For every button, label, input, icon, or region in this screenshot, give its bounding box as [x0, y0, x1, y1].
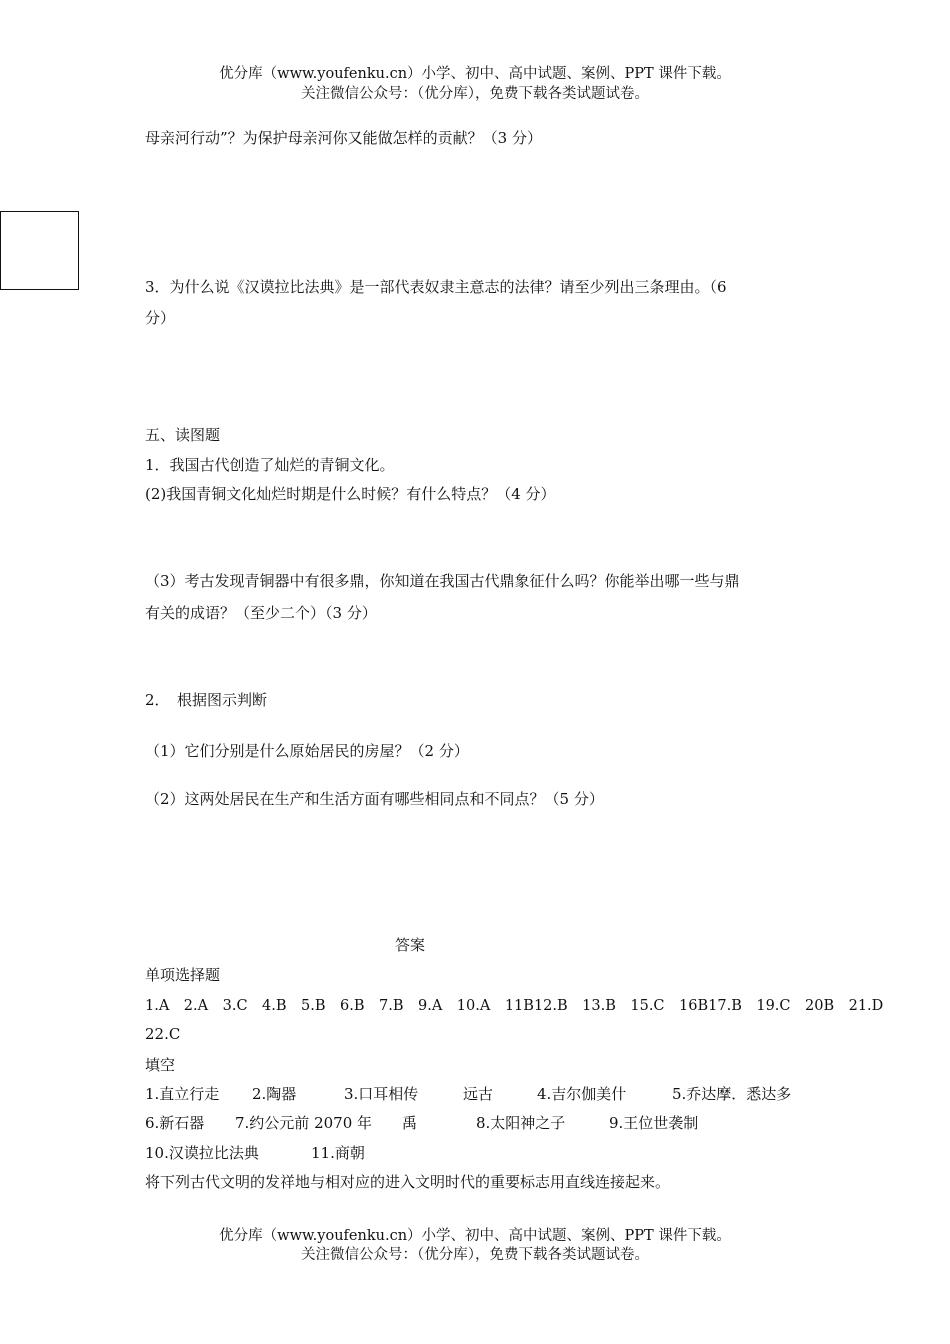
fill-answer: 10.汉谟拉比法典	[145, 1144, 259, 1162]
fill-answer: 禹	[402, 1114, 418, 1132]
fill-answer: 3.口耳相传	[344, 1085, 419, 1103]
single-choice-answers-line-2: 22.C	[145, 1025, 181, 1043]
section-5-title: 五、读图题	[145, 426, 221, 444]
section-5-question-1-3-line-1: （3）考古发现青铜器中有很多鼎，你知道在我国古代鼎象征什么吗？你能举出哪一些与鼎	[145, 572, 740, 590]
fill-answer: 7.约公元前 2070 年	[235, 1114, 373, 1132]
footer-line-1: 优分库（www.youfenku.cn）小学、初中、高中试题、案例、PPT 课件下载。	[219, 1228, 731, 1244]
fill-answer: 1.直立行走	[145, 1085, 220, 1103]
section-5-question-1-2: (2)我国青铜文化灿烂时期是什么时候？有什么特点？（4 分）	[145, 485, 556, 503]
section-5-question-2-2: （2）这两处居民在生产和生活方面有哪些相同点和不同点？（5 分）	[145, 790, 604, 808]
fill-answer: 5.乔达摩．悉达多	[672, 1085, 792, 1103]
fill-answer: 远古	[463, 1085, 494, 1103]
fill-answer: 4.吉尔伽美什	[537, 1085, 627, 1103]
question-3-line-2: 分）	[145, 309, 176, 327]
fill-answer: 6.新石器	[145, 1114, 205, 1132]
section-5-question-1-3-line-2: 有关的成语？（至少二个）（3 分）	[145, 604, 377, 622]
fill-answer: 11.商朝	[311, 1144, 365, 1162]
footer-line-2: 关注微信公众号：（优分库），免费下载各类试题试卷。	[301, 1247, 649, 1263]
question-continuation: 母亲河行动”？为保护母亲河你又能做怎样的贡献？（3 分）	[145, 129, 542, 147]
section-5-question-2-1: （1）它们分别是什么原始居民的房屋？（2 分）	[145, 742, 469, 760]
header-line-1: 优分库（www.youfenku.cn）小学、初中、高中试题、案例、PPT 课件下载。	[219, 66, 731, 82]
matching-instruction: 将下列古代文明的发祥地与相对应的进入文明时代的重要标志用直线连接起来。	[145, 1173, 671, 1191]
score-box	[0, 211, 79, 290]
fill-answer: 8.太阳神之子	[476, 1114, 566, 1132]
header-line-2: 关注微信公众号：（优分库），免费下载各类试题试卷。	[301, 86, 649, 102]
answers-title: 答案	[395, 936, 426, 954]
fill-in-label: 填空	[145, 1056, 176, 1074]
section-5-question-1: 1．我国古代创造了灿烂的青铜文化。	[145, 456, 395, 474]
section-5-question-2: 2． 根据图示判断	[145, 691, 268, 709]
fill-answer: 9.王位世袭制	[609, 1114, 699, 1132]
single-choice-answers-line-1: 1.A 2.A 3.C 4.B 5.B 6.B 7.B 9.A 10.A 11B12.B 13.B 15.C 16B17.B 19.C 20B 21.D	[145, 998, 884, 1014]
fill-answer: 2.陶器	[252, 1085, 297, 1103]
question-3-line-1: 3．为什么说《汉谟拉比法典》是一部代表奴隶主意志的法律？请至少列出三条理由。（6	[145, 278, 727, 296]
single-choice-label: 单项选择题	[145, 966, 221, 984]
